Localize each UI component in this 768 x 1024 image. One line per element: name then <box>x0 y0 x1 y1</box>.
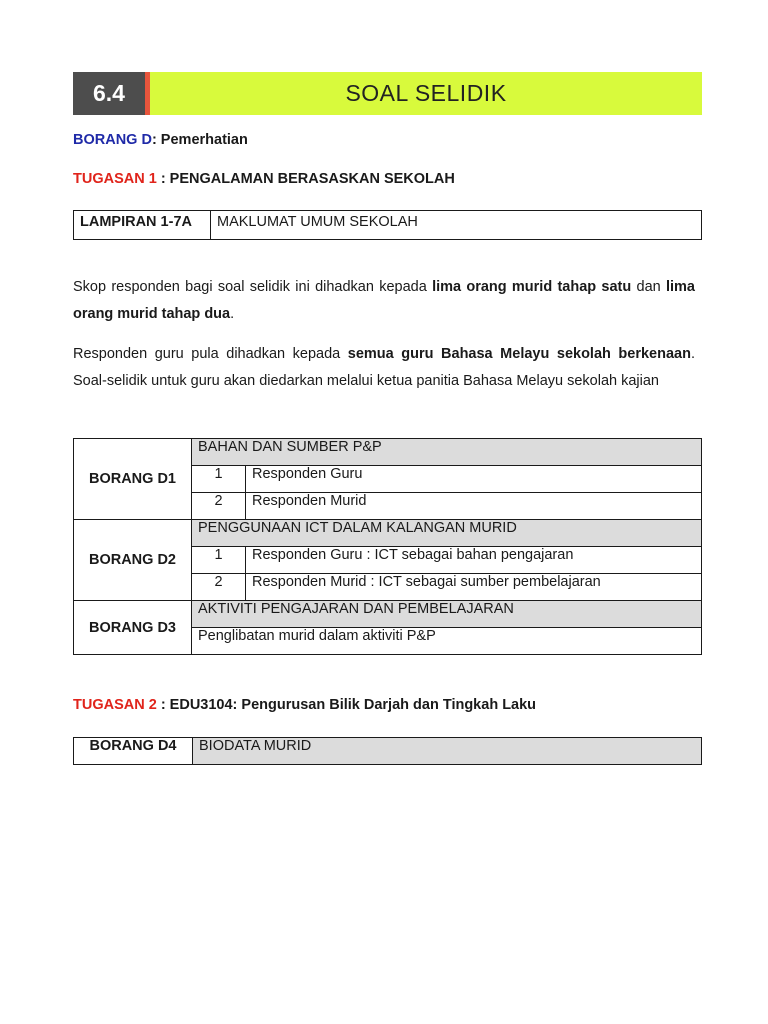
row-number: 1 <box>192 547 246 574</box>
row-number: 2 <box>192 493 246 520</box>
row-text: Penglibatan murid dalam aktiviti P&P <box>192 628 702 655</box>
para1-text-2: dan <box>631 279 666 295</box>
section-banner <box>73 72 702 115</box>
paragraph-scope-murid <box>73 274 695 327</box>
row-text: Responden Murid : ICT sebagai sumber pembelajaran <box>246 574 702 601</box>
lampiran-desc: MAKLUMAT UMUM SEKOLAH <box>211 211 702 240</box>
borang-d2-name: BORANG D2 <box>74 520 192 601</box>
tugasan-2-heading <box>73 697 536 713</box>
para2-bold-1: semua guru Bahasa Melayu sekolah berkenaan <box>347 346 691 362</box>
row-text: Responden Guru <box>246 466 702 493</box>
borang-d4-table <box>73 737 702 765</box>
para1-text-1: Skop responden bagi soal selidik ini dihadkan kepada <box>73 279 433 295</box>
borang-d3-header: AKTIVITI PENGAJARAN DAN PEMBELAJARAN <box>192 601 702 628</box>
borang-d2-header: PENGGUNAAN ICT DALAM KALANGAN MURID <box>192 520 702 547</box>
borang-d-heading <box>73 132 248 148</box>
tugasan-2-label: TUGASAN 2 <box>73 697 157 713</box>
para1-bold-2: lima orang murid tahap dua <box>73 279 695 322</box>
borang-d-text: : Pemerhatian <box>151 132 248 148</box>
tugasan-1-label: TUGASAN 1 <box>73 171 157 187</box>
section-number: 6.4 <box>73 72 145 115</box>
section-title: SOAL SELIDIK <box>150 72 702 115</box>
borang-d4-desc: BIODATA MURID <box>193 738 702 765</box>
para2-text-2: . Soal-selidik untuk guru akan diedarkan melalui ketua panitia Bahasa Melayu sekolah kajian <box>73 346 695 389</box>
row-text: Responden Murid <box>246 493 702 520</box>
borang-d1-header: BAHAN DAN SUMBER P&P <box>192 439 702 466</box>
borang-d-label: BORANG D <box>73 132 152 148</box>
lampiran-table <box>73 210 702 240</box>
paragraph-scope-guru <box>73 341 695 394</box>
borang-d4-name: BORANG D4 <box>74 738 193 765</box>
row-text: Responden Guru : ICT sebagai bahan pengajaran <box>246 547 702 574</box>
para1-text-3: . <box>230 305 235 322</box>
tugasan-1-heading <box>73 171 455 187</box>
tugasan-1-text: : PENGALAMAN BERASASKAN SEKOLAH <box>156 171 455 187</box>
borang-d1-name: BORANG D1 <box>74 439 192 520</box>
para1-bold-1: lima orang murid tahap satu <box>432 279 632 295</box>
lampiran-code: LAMPIRAN 1-7A <box>74 211 211 240</box>
row-number: 1 <box>192 466 246 493</box>
tugasan-2-text: : EDU3104: Pengurusan Bilik Darjah dan Tingkah Laku <box>156 697 537 713</box>
borang-forms-table <box>73 438 702 655</box>
para2-text-1: Responden guru pula dihadkan kepada <box>73 346 348 362</box>
row-number: 2 <box>192 574 246 601</box>
borang-d3-name: BORANG D3 <box>74 601 192 655</box>
